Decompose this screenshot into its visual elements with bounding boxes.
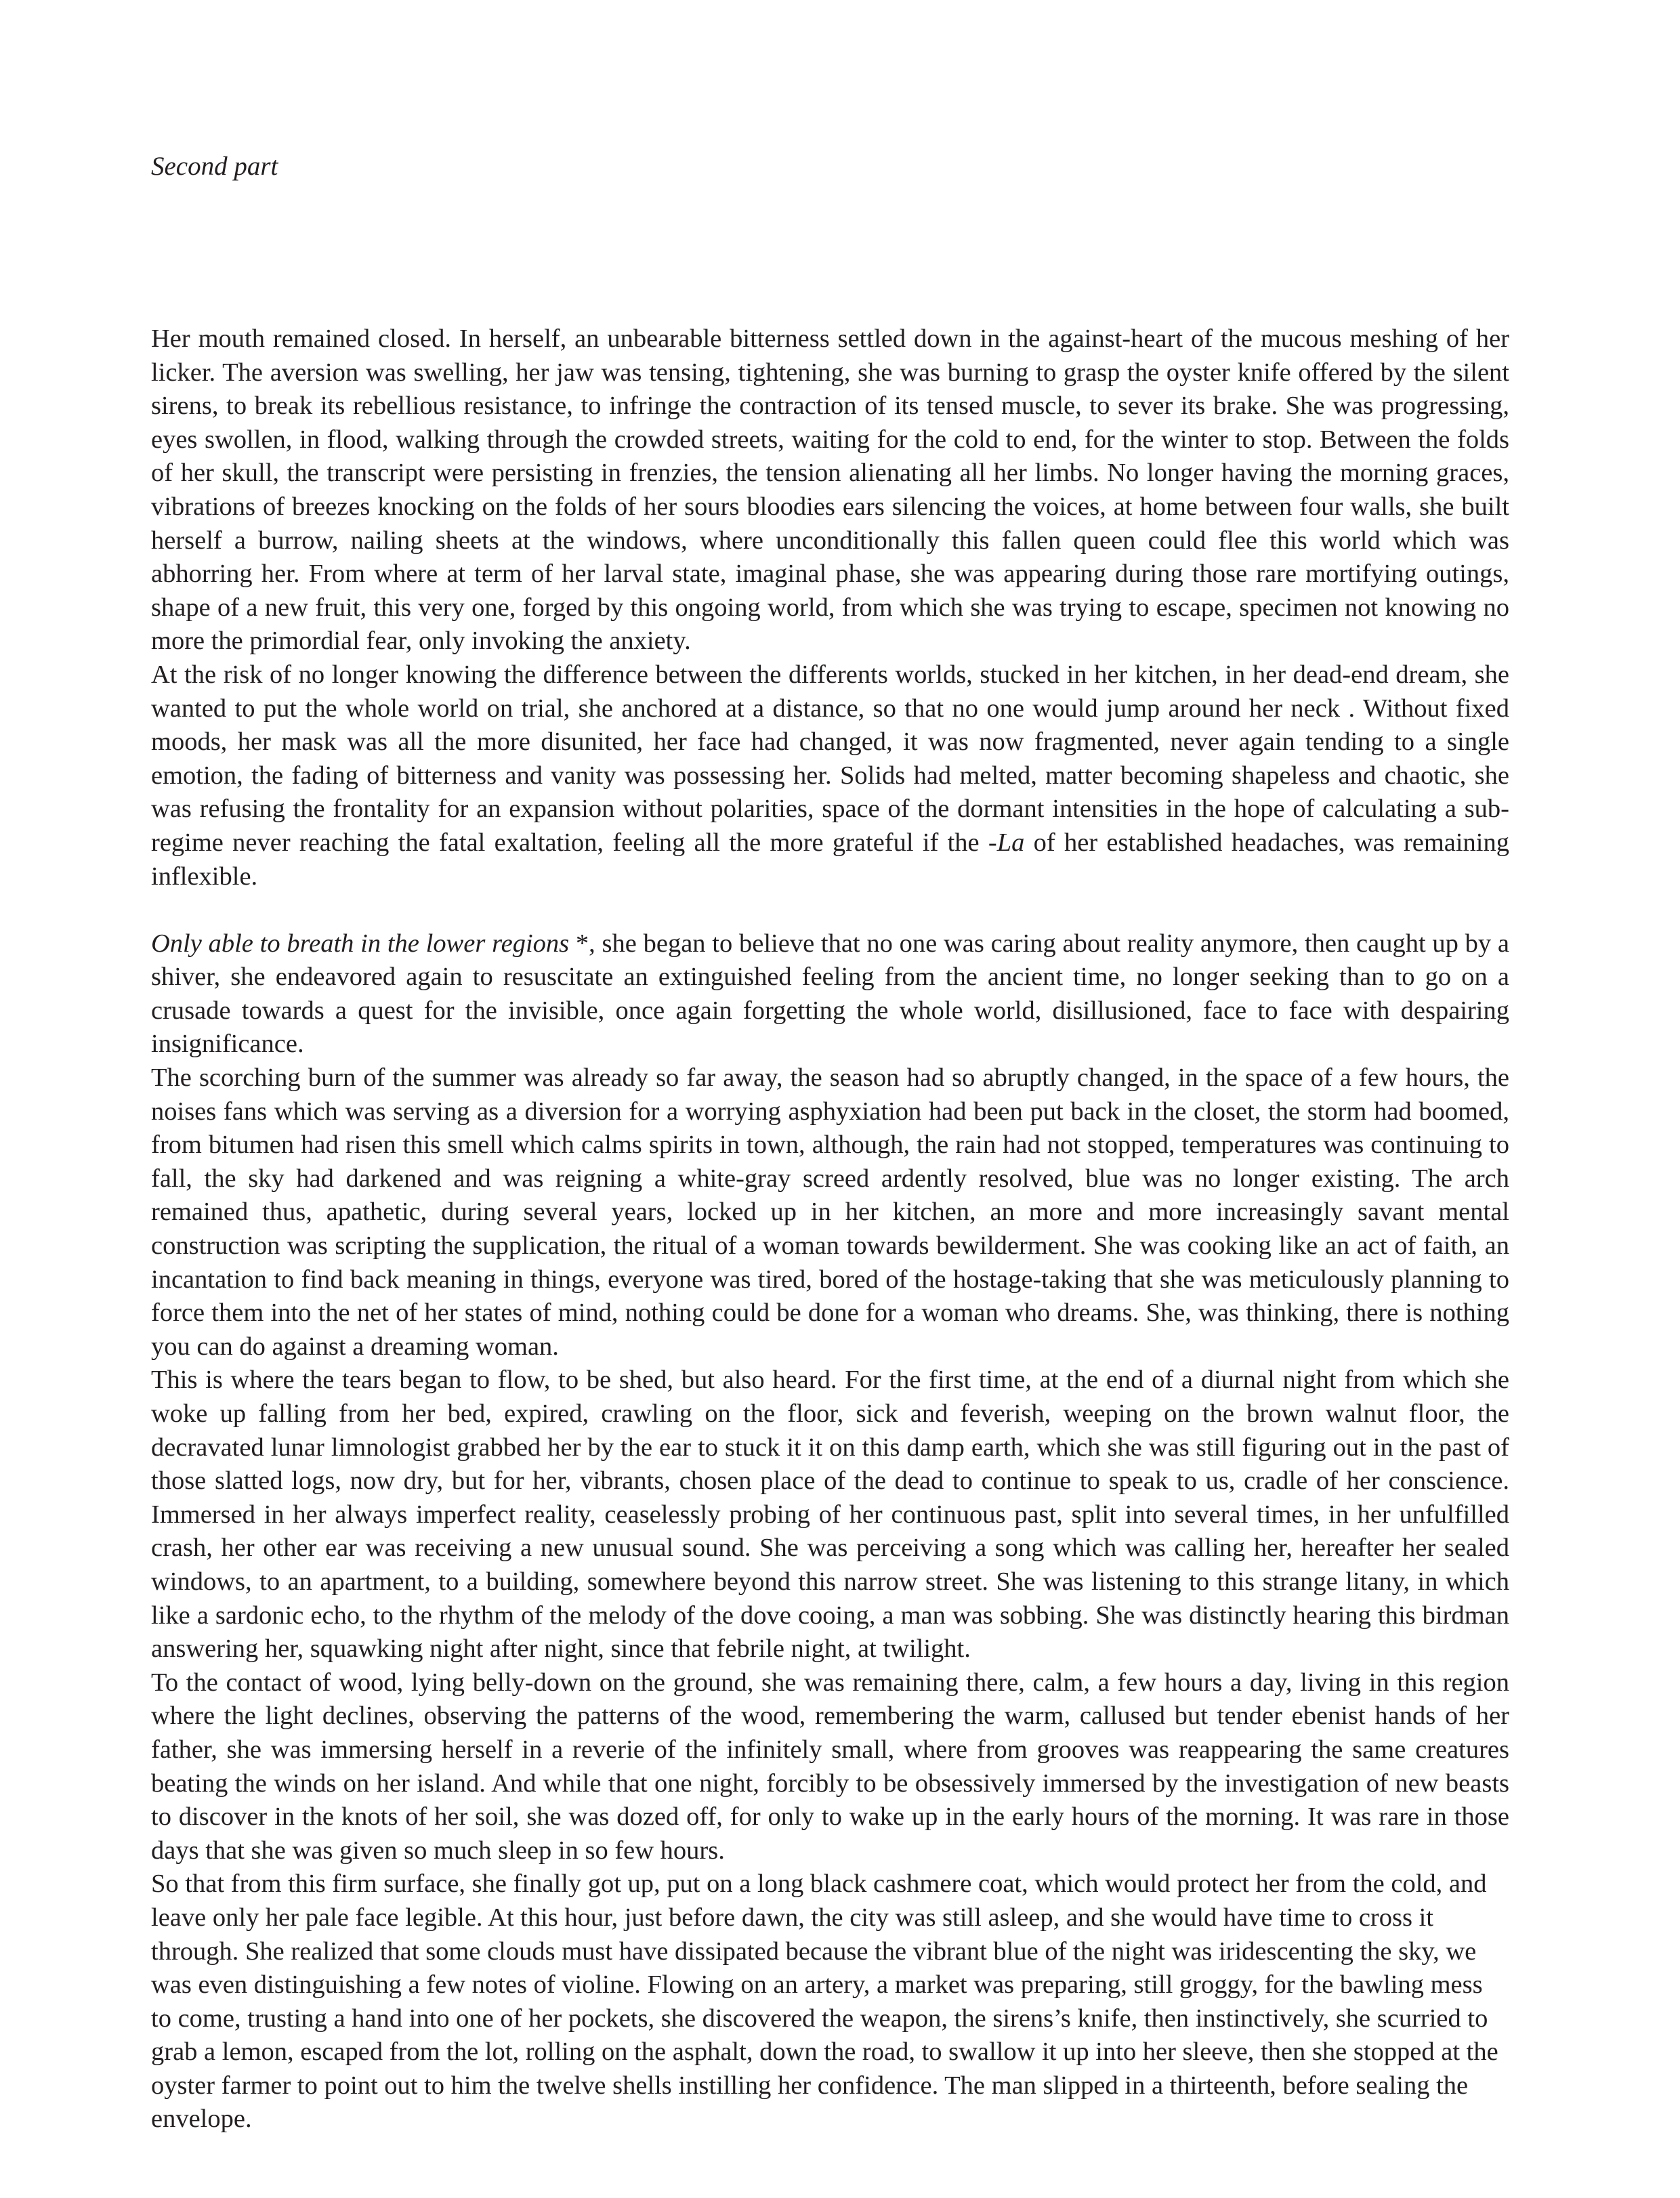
paragraph-3-text: *, she began to believe that no one was caring about reality anymore, then caught up by a shiver, she endeavored again to resuscitate an extinguished feeling from the ancient time, no longer seeking than to go on a crusade towards a quest for the invisible, once again forgetting the whole world, disillusioned, face to face with despairing insignificance. [151, 929, 1509, 1059]
paragraph-3-italic-quote: Only able to breath in the lower regions [151, 929, 570, 958]
paragraph-4: The scorching burn of the summer was already so far away, the season had so abruptly changed, in the space of a few hours, the noises fans which was serving as a diversion for a worrying asphyxiation had been put back in the closet, the storm had boomed, from bitumen had risen this smell which calms spirits in town, although, the rain had not stopped, temperatures was continuing to fall, the sky had darkened and was reigning a white-gray screed ardently resolved, blue was no longer existing. The arch remained thus, apathetic, during several years, locked up in her kitchen, an more and more increasingly savant mental construction was scripting the supplication, the ritual of a woman towards bewilderment. She was cooking like an act of faith, an incantation to find back meaning in things, everyone was tired, bored of the hostage-taking that she was meticulously planning to force them into the net of her states of mind, nothing could be done for a woman who dreams. She, was thinking, there is nothing you can do against a dreaming woman. [151, 1063, 1509, 1361]
paragraph-2-text-start: At the risk of no longer knowing the difference between the differents worlds, stucked in her kitchen, in her dead-end dream, she wanted to put the whole world on trial, she anchored at a distance, so that no one would jump around her neck . Without fixed moods, her mask was all the more disunited, her face had changed, it was now fragmented, never again tending to a single emotion, the fading of bitterness and vanity was possessing her. Solids had melted, matter becoming shapeless and chaotic, she was refusing the frontality for an expansion without polarities, space of the dormant intensities in the hope of calculating a sub-regime never reaching the fatal exaltation, feeling all the more grateful if the - [151, 660, 1509, 857]
paragraph-2 [151, 658, 1509, 893]
paragraph-2-italic-la: La [996, 828, 1025, 857]
paragraph-6: To the contact of wood, lying belly-down on the ground, she was remaining there, calm, a few hours a day, living in this region where the light declines, observing the patterns of the wood, remembering the warm, callused but tender ebenist hands of her father, she was immersing herself in a reverie of the infinitely small, where from grooves was reappearing the same creatures beating the winds on her island. And while that one night, forcibly to be obsessively immersed by the investigation of new beasts to discover in the knots of her soil, she was dozed off, for only to wake up in the early hours of the morning. It was rare in those days that she was given so much sleep in so few hours. [151, 1668, 1509, 1865]
paragraph-2-text-end: of her established headaches, was remaining inflexible. [151, 828, 1509, 891]
paragraph-7: So that from this firm surface, she finally got up, put on a long black cashmere coat, which would protect her from the cold, and leave only her pale face legible. At this hour, just before dawn, the city was still asleep, and she would have time to cross it through. She realized that some clouds must have dissipated because the vibrant blue of the night was iridescenting the sky, we was even distinguishing a few notes of violine. Flowing on an artery, a market was preparing, still groggy, for the bawling mess to come, trusting a hand into one of her pockets, she discovered the weapon, the sirens’s knife, then instinctively, she scurried to grab a lemon, escaped from the lot, rolling on the asphalt, down the road, to swallow it up into her sleeve, then she stopped at the oyster farmer to point out to him the twelve shells instilling her confidence. The man slipped in a thirteenth, before sealing the envelope. [151, 1869, 1498, 2134]
paragraph-3 [151, 927, 1509, 1061]
section-label: Second part [151, 152, 278, 181]
paragraph-1: Her mouth remained closed. In herself, an unbearable bitterness settled down in the against-heart of the mucous meshing of her licker. The aversion was swelling, her jaw was tensing, tightening, she was burning to grasp the oyster knife offered by the silent sirens, to break its rebellious resistance, to infringe the contraction of its tensed muscle, to sever its brake. She was progressing, eyes swollen, in flood, walking through the crowded streets, waiting for the cold to end, for the winter to stop. Between the folds of her skull, the transcript were persisting in frenzies, the tension alienating all her limbs. No longer having the morning graces, vibrations of breezes knocking on the folds of her sours bloodies ears silencing the voices, at home between four walls, she built herself a burrow, nailing sheets at the windows, where unconditionally this fallen queen could flee this world which was abhorring her. From where at term of her larval state, imaginal phase, she was appearing during those rare mortifying outings, shape of a new fruit, this very one, forged by this ongoing world, from which she was trying to escape, specimen not knowing no more the primordial fear, only invoking the anxiety. [151, 324, 1509, 656]
body-text [151, 322, 1509, 2136]
paragraph-5: This is where the tears began to flow, to be shed, but also heard. For the first time, at the end of a diurnal night from which she woke up falling from her bed, expired, crawling on the floor, sick and feverish, weeping on the brown walnut floor, the decravated lunar limnologist grabbed her by the ear to stuck it it on this damp earth, which she was still figuring out in the past of those slatted logs, now dry, but for her, vibrants, chosen place of the dead to continue to speak to us, cradle of her conscience. Immersed in her always imperfect reality, ceaselessly probing of her continuous past, split into several times, in her unfulfilled crash, her other ear was receiving a new unusual sound. She was perceiving a song which was calling her, hereafter her sealed windows, to an apartment, to a building, somewhere beyond this narrow street. She was listening to this strange litany, in which like a sardonic echo, to the rhythm of the melody of the dove cooing, a man was sobbing. She was distinctly hearing this birdman answering her, squawking night after night, since that febrile night, at twilight. [151, 1366, 1509, 1664]
